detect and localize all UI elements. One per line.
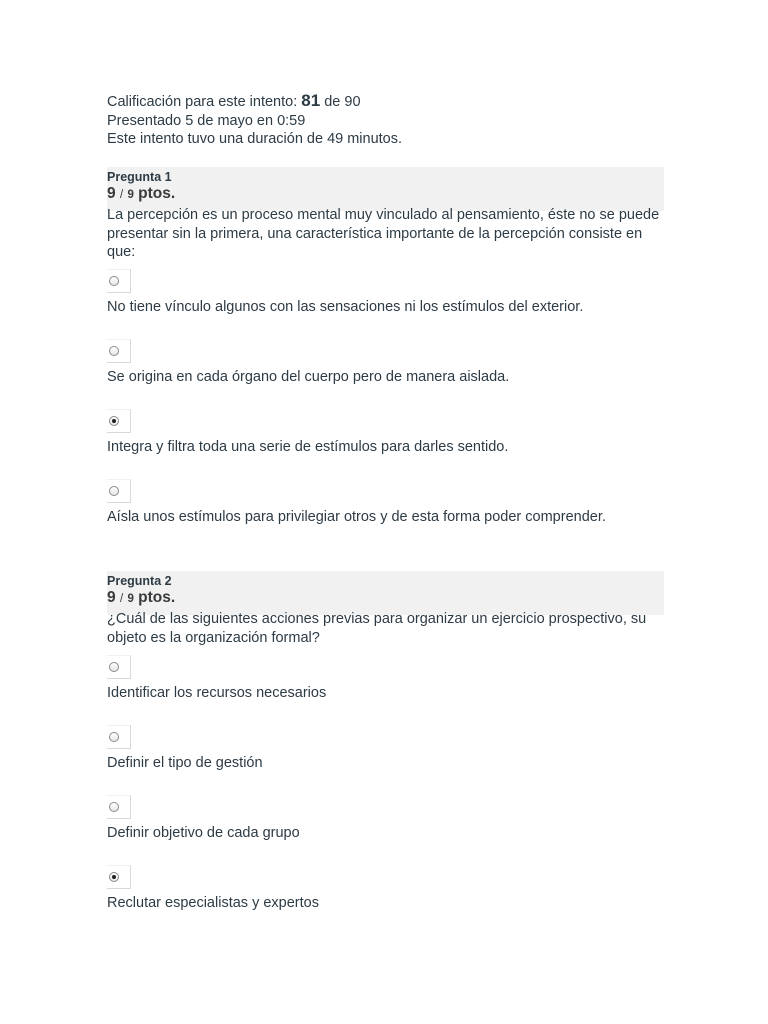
points-unit: ptos. — [138, 589, 176, 606]
submitted-line: Presentado 5 de mayo en 0:59 — [107, 112, 306, 129]
answer-option[interactable] — [107, 339, 664, 386]
radio-button-icon[interactable] — [109, 732, 119, 742]
radio-container — [107, 725, 131, 749]
question-points — [107, 185, 664, 204]
quiz-results-page — [107, 91, 664, 911]
answer-label: Definir objetivo de cada grupo — [107, 825, 300, 841]
points-separator: / — [119, 189, 124, 201]
points-earned: 9 — [107, 589, 116, 606]
radio-container — [107, 655, 131, 679]
radio-button-selected-icon[interactable] — [109, 872, 119, 882]
radio-button-icon[interactable] — [109, 662, 119, 672]
question-points — [107, 589, 664, 608]
radio-button-icon[interactable] — [109, 802, 119, 812]
answer-label: Reclutar especialistas y expertos — [107, 895, 319, 911]
question-title: Pregunta 1 — [107, 170, 172, 184]
answer-label: Integra y filtra toda una serie de estímulos para darles sentido. — [107, 439, 509, 455]
answer-option[interactable] — [107, 409, 664, 456]
radio-button-icon[interactable] — [109, 486, 119, 496]
answer-option[interactable] — [107, 725, 664, 772]
question-header — [107, 571, 664, 615]
score-prefix: Calificación para este intento: — [107, 94, 298, 110]
answer-label: Se origina en cada órgano del cuerpo pero de manera aislada. — [107, 369, 510, 385]
answer-option[interactable] — [107, 795, 664, 842]
question-text: La percepción es un proceso mental muy vinculado al pensamiento, éste no se puede presentar sin la primera, una característica importante de la percepción consiste en que: — [107, 207, 660, 260]
answer-option[interactable] — [107, 655, 664, 702]
answer-label: Aísla unos estímulos para privilegiar otros y de esta forma poder comprender. — [107, 509, 606, 525]
radio-container — [107, 479, 131, 503]
radio-button-icon[interactable] — [109, 276, 119, 286]
points-total: 9 — [127, 189, 134, 201]
answer-label: Identificar los recursos necesarios — [107, 685, 327, 701]
question-title: Pregunta 2 — [107, 574, 172, 588]
radio-container — [107, 269, 131, 293]
score-line — [107, 92, 664, 112]
radio-button-selected-icon[interactable] — [109, 416, 119, 426]
points-unit: ptos. — [138, 185, 176, 202]
score-suffix: de 90 — [324, 94, 361, 110]
points-total: 9 — [127, 593, 134, 605]
points-earned: 9 — [107, 185, 116, 202]
question-header — [107, 167, 664, 211]
score-value: 81 — [301, 91, 321, 110]
attempt-summary — [107, 92, 664, 149]
answer-label: Definir el tipo de gestión — [107, 755, 263, 771]
radio-container — [107, 339, 131, 363]
question-text: ¿Cuál de las siguientes acciones previas para organizar un ejercicio prospectivo, su objeto es la organización formal? — [107, 611, 647, 646]
question-1 — [107, 167, 664, 525]
radio-container — [107, 795, 131, 819]
radio-button-icon[interactable] — [109, 346, 119, 356]
answer-option[interactable] — [107, 865, 664, 912]
question-2 — [107, 571, 664, 911]
points-separator: / — [119, 593, 124, 605]
answer-option[interactable] — [107, 269, 664, 316]
duration-line: Este intento tuvo una duración de 49 minutos. — [107, 131, 403, 147]
answer-label: No tiene vínculo algunos con las sensaciones ni los estímulos del exterior. — [107, 299, 584, 315]
answer-option[interactable] — [107, 479, 664, 526]
radio-container — [107, 865, 131, 889]
radio-container — [107, 409, 131, 433]
